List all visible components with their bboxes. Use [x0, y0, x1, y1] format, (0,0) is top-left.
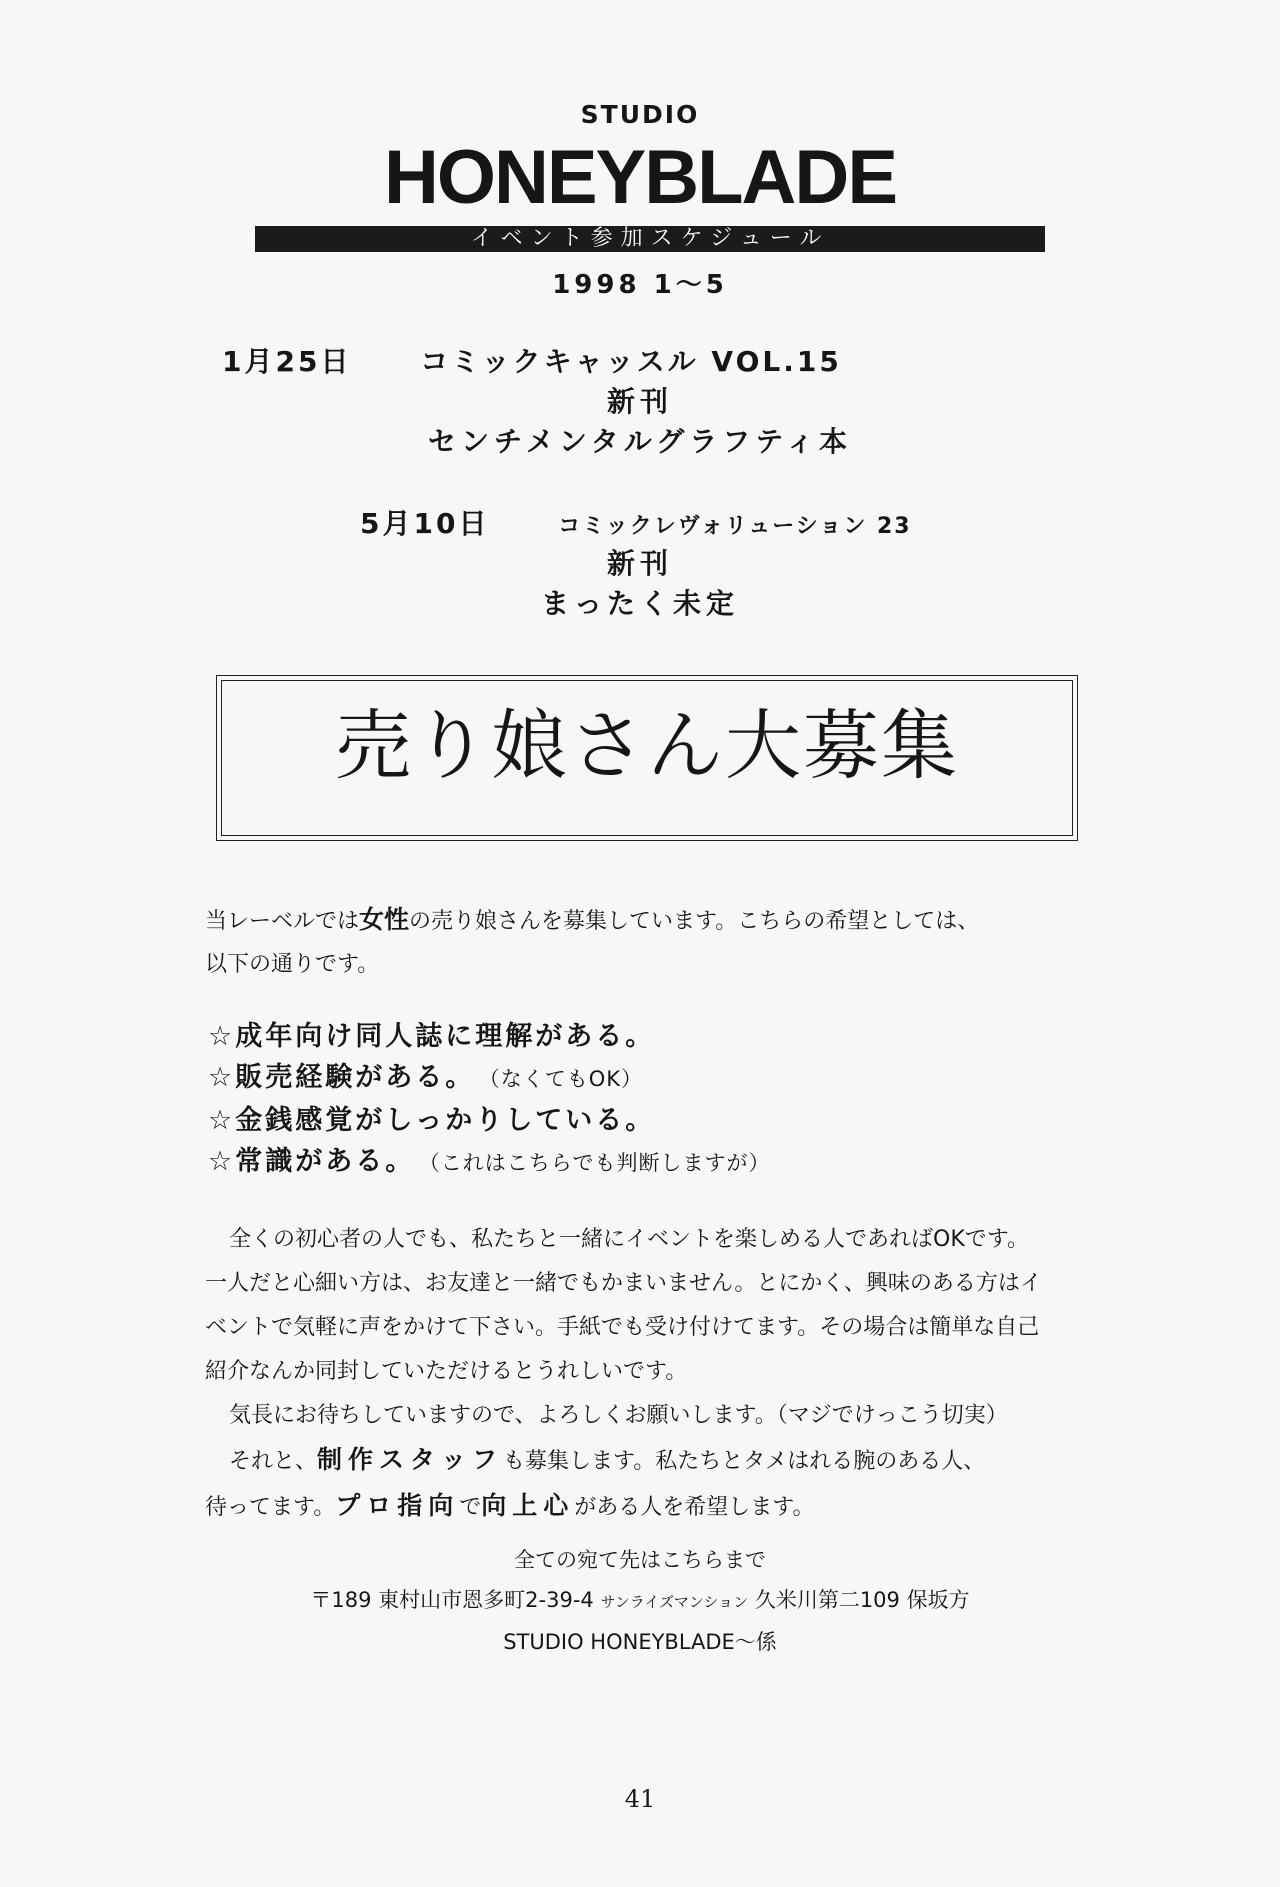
wish-list [208, 1016, 771, 1184]
studio-label: STUDIO [580, 100, 700, 129]
wish-item [208, 1100, 771, 1141]
wish-text: ☆常識がある。 [208, 1146, 416, 1177]
intro-line [205, 898, 1085, 943]
intro-emphasis: 女性 [359, 905, 410, 934]
staff-line [205, 1484, 1085, 1530]
body-line: 気長にお待ちしていますので、よろしくお願いします。（マジでけっこう切実） [229, 1403, 1008, 1428]
wish-item [208, 1141, 771, 1184]
address-block [0, 1540, 1280, 1662]
recruit-banner [216, 675, 1078, 841]
body-line: 紹介なんか同封していただけるとうれしいです。 [205, 1359, 688, 1384]
staff-emphasis: 向上心 [481, 1491, 575, 1520]
body-line: 全くの初心者の人でも、私たちと一緒にイベントを楽しめる人であればOKです。 [229, 1227, 1029, 1252]
wish-note: （これはこちらでも判断しますが） [429, 1151, 771, 1175]
address-text: 久米川第二109 保坂方 [748, 1588, 970, 1612]
schedule-entry-1 [222, 340, 842, 380]
staff-text: それと、 [229, 1449, 318, 1474]
intro-text: 当レーベルでは [205, 909, 360, 934]
schedule-banner: イベント参加スケジュール [255, 226, 1045, 252]
staff-text: で [459, 1495, 482, 1520]
address-line [0, 1580, 1280, 1622]
address-lead: 全ての宛て先はこちらまで [514, 1548, 766, 1572]
wish-text: ☆成年向け同人誌に理解がある。 [208, 1021, 656, 1052]
staff-line [205, 1438, 1085, 1484]
address-building: サンライズマンション [600, 1593, 749, 1611]
wish-note: （なくてもOK） [489, 1067, 644, 1091]
body-line: ベントで気軽に声をかけて下さい。手紙でも受け付けてます。その場合は簡単な自己 [205, 1315, 1040, 1340]
wish-item [208, 1016, 771, 1057]
event-detail: センチメンタルグラフティ本 [428, 425, 852, 458]
event-name: コミックキャッスル VOL.15 [420, 345, 842, 378]
event-status: 新刊 [606, 385, 673, 418]
schedule-entry-2 [360, 502, 912, 542]
event-date: 1月25日 [222, 345, 352, 378]
recruit-body [205, 1218, 1085, 1530]
recruit-intro [205, 898, 1085, 986]
intro-text: の売り娘さんを募集しています。こちらの希望としては、 [409, 909, 980, 934]
schedule-period: 1998 1〜5 [552, 270, 728, 300]
wish-item [208, 1057, 771, 1100]
address-text: 〒189 東村山市恩多町2-39-4 [310, 1588, 601, 1612]
body-line: 一人だと心細い方は、お友達と一緒でもかまいません。とにかく、興味のある方はイ [205, 1271, 1042, 1296]
staff-text: も募集します。私たちとタメはれる腕のある人、 [503, 1449, 986, 1474]
address-recipient: STUDIO HONEYBLADE〜係 [503, 1630, 777, 1654]
intro-line: 以下の通りです。 [205, 952, 380, 977]
staff-text: がある人を希望します。 [574, 1495, 815, 1520]
event-status: 新刊 [606, 547, 673, 580]
staff-emphasis: プロ指向 [335, 1491, 460, 1520]
staff-emphasis: 制作スタッフ [317, 1445, 504, 1474]
brand-title: HONEYBLADE [383, 135, 897, 220]
recruit-title: 売り娘さん大募集 [335, 701, 959, 790]
event-date: 5月10日 [360, 507, 490, 540]
wish-text: ☆販売経験がある。 [208, 1062, 476, 1093]
page-number: 41 [624, 1785, 656, 1813]
wish-text: ☆金銭感覚がしっかりしている。 [208, 1105, 656, 1136]
event-detail: まったく未定 [540, 587, 739, 620]
staff-text: 待ってます。 [205, 1495, 336, 1520]
event-name: コミックレヴォリューション 23 [558, 514, 912, 539]
